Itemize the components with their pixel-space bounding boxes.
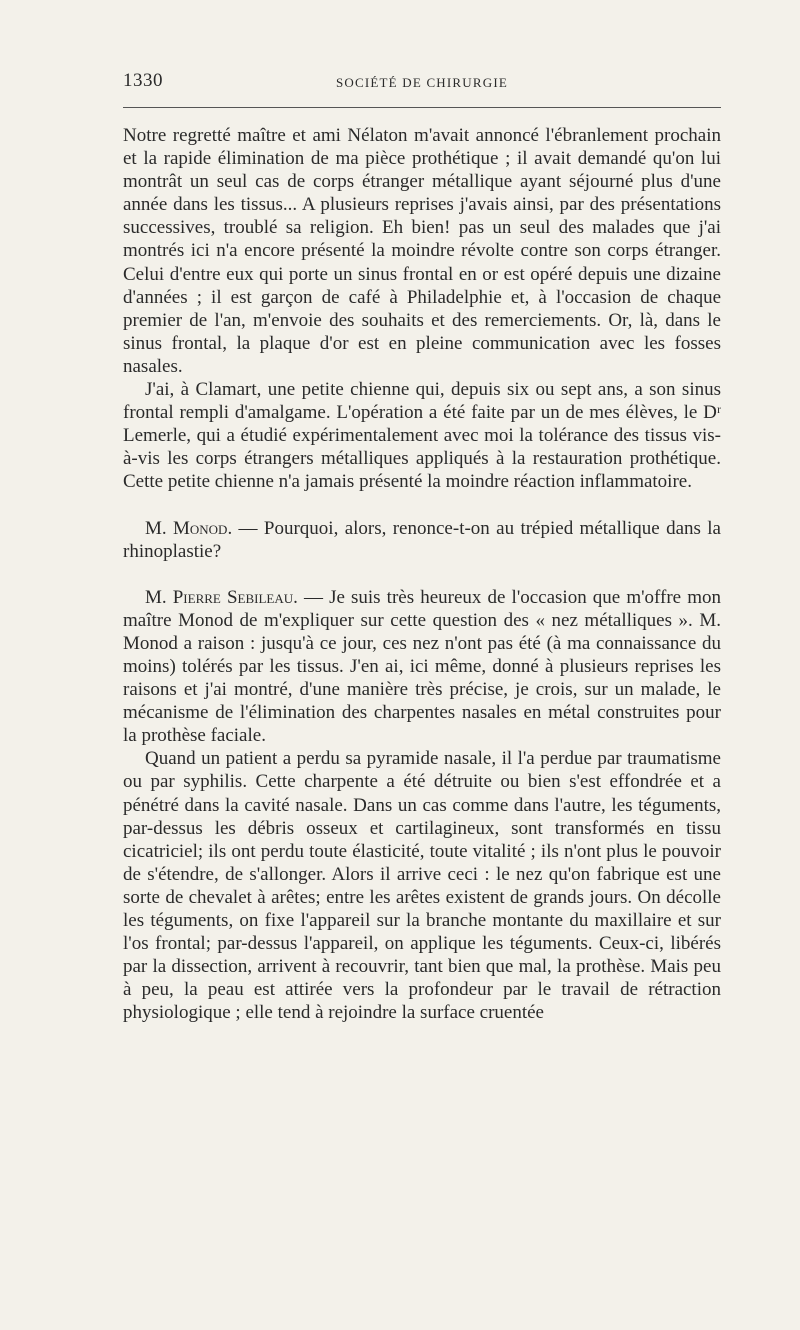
paragraph-text: — Je suis très heureux de l'occasion que m'offre mon maître Monod de m'expliquer sur cette question des « nez métalliques ». M. Monod a raison : jusqu'à ce jour, ces nez n'ont pas été (à ma connaissance du moins) tolérés par les tissus. J'en ai, ici même, donné à plusieurs reprises les raisons et j'ai montré, d'une manière très précise, je crois, sur un malade, le mécanisme de l'élimination des charpentes nasales en métal construites pour la prothèse faciale. <box>123 586 721 747</box>
paragraph <box>123 586 721 748</box>
page-header <box>123 70 721 96</box>
header-rule <box>123 107 721 108</box>
paragraph: Quand un patient a perdu sa pyramide nasale, il l'a perdue par traumatisme ou par syphilis. Cette charpente a été détruite ou bien s'est effondrée et a pénétré dans la cavité nasale. Dans un cas comme dans l'autre, les téguments, par-dessus les débris osseux et cartilagineux, sont transformés en tissu cicatriciel; ils ont perdu toute élasticité, toute vitalité ; ils n'ont plus le pouvoir de s'étendre, de s'allonger. Alors il arrive ceci : le nez qu'on fabrique est une sorte de chevalet à arêtes; entre les arêtes existent de grands jours. On décolle les téguments, on fixe l'appareil sur la branche montante du maxillaire et sur l'os frontal; par-dessus l'appareil, on applique les téguments. Ceux-ci, libérés par la dissection, arrivent à recouvrir, tant bien que mal, la prothèse. Mais peu à peu, la peau est attirée vers la profondeur par le travail de rétraction physiologique ; elle tend à rejoindre la surface cruentée <box>123 748 721 1024</box>
paragraph: Notre regretté maître et ami Nélaton m'avait annoncé l'ébranlement prochain et la rapide élimination de ma pièce prothétique ; il avait demandé qu'on lui montrât un seul cas de corps étranger métallique ayant séjourné plus d'une année dans les tissus... A plusieurs reprises j'avais ainsi, par des présentations successives, troublé sa religion. Eh bien! pas un seul des malades que j'ai montrés ici n'a encore présenté la moindre révolte contre son corps étranger. Celui d'entre eux qui porte un sinus frontal en or est opéré depuis une dizaine d'années ; il est garçon de café à Philadelphie et, à l'occasion de chaque premier de l'an, m'envoie des souhaits et des remerciements. Or, là, dans le sinus frontal, la plaque d'or est en pleine communication avec les fosses nasales. <box>123 125 721 377</box>
body-text <box>123 124 721 1024</box>
paragraph-text: — Pourquoi, alors, renonce-t-on au trépied métallique dans la rhinoplastie? <box>123 517 721 562</box>
speaker-name: M. Monod. <box>145 517 233 539</box>
speaker-name: M. Pierre Sebileau. <box>145 586 298 608</box>
page-number: 1330 <box>123 70 163 91</box>
paragraph <box>123 517 721 563</box>
running-head: SOCIÉTÉ DE CHIRURGIE <box>335 75 509 90</box>
paragraph: J'ai, à Clamart, une petite chienne qui, depuis six ou sept ans, a son sinus frontal rempli d'amalgame. L'opération a été faite par un de mes élèves, le Dʳ Lemerle, qui a étudié expérimentalement avec moi la tolérance des tissus vis-à-vis les corps étrangers métalliques appliqués à la restauration prothétique. Cette petite chienne n'a jamais présenté la moindre réaction inflammatoire. <box>123 379 721 493</box>
